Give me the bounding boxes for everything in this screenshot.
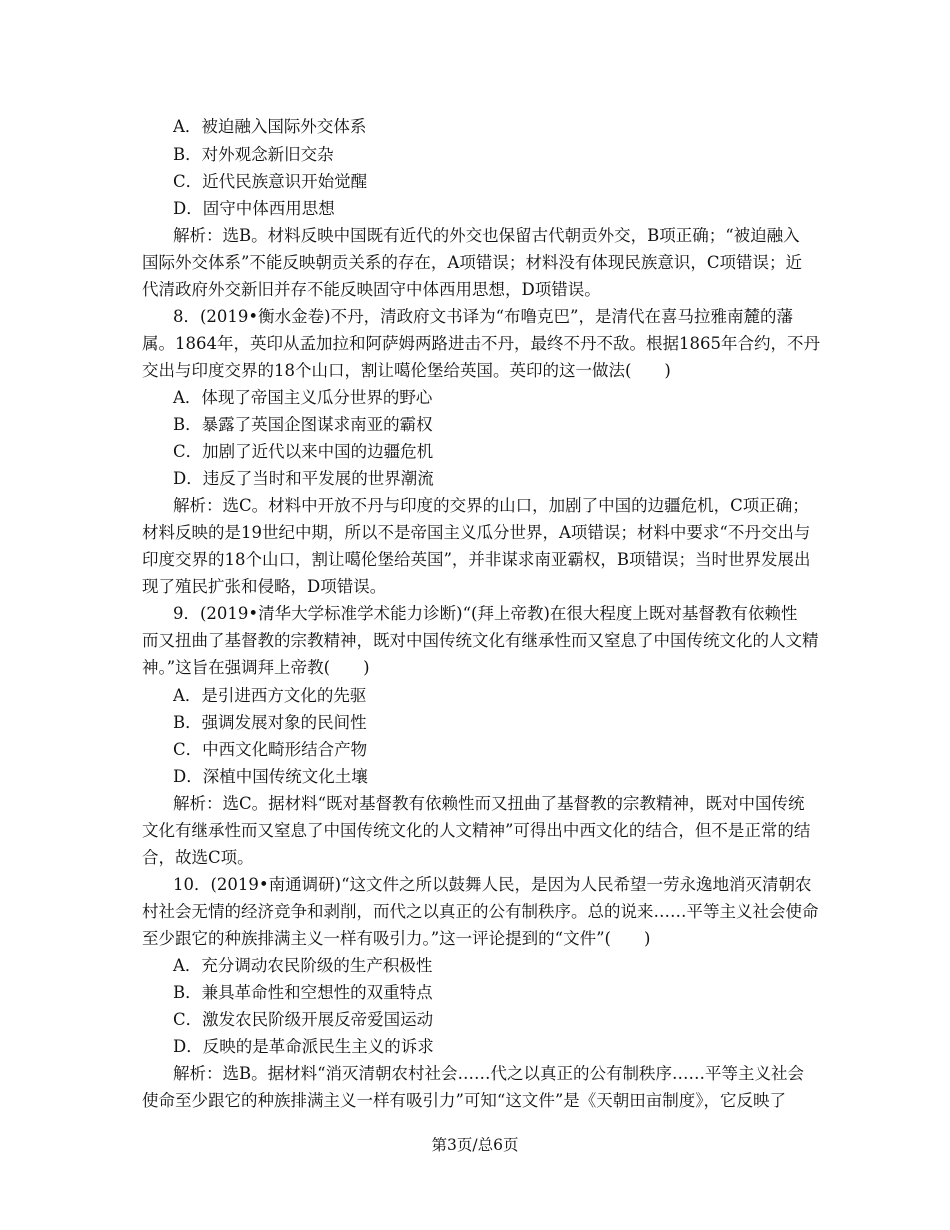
q7-option-c: C．近代民族意识开始觉醒 [173, 172, 368, 191]
q8-stem-line: 8．(2019•衡水金卷)不丹，清政府文书译为“布噜克巴”，是清代在喜马拉雅南麓的藩 [173, 307, 793, 326]
q10-option-d: D．反映的是革命派民生主义的诉求 [173, 1037, 434, 1056]
q9-option-a: A．是引进西方文化的先驱 [173, 686, 367, 705]
q8-analysis-line: 解析：选C。材料中开放不丹与印度的交界的山口，加剧了中国的边疆危机，C项正确； [173, 496, 809, 515]
q9-option-d: D．深植中国传统文化土壤 [173, 767, 368, 786]
q9-analysis-line: 文化有继承性而又窒息了中国传统文化的人文精神”可得出中西文化的结合，但不是正常的结 [142, 821, 811, 840]
q8-analysis-line: 材料反映的是19世纪中期，所以不是帝国主义瓜分世界，A项错误；材料中要求“不丹交出与 [142, 523, 811, 542]
q8-option-c: C．加剧了近代以来中国的边疆危机 [173, 442, 434, 461]
q8-option-a: A．体现了帝国主义瓜分世界的野心 [173, 388, 433, 407]
q10-option-a: A．充分调动农民阶级的生产积极性 [173, 956, 433, 975]
q9-stem-line: 9．(2019•清华大学标准学术能力诊断)“(拜上帝教)在很大程度上既对基督教有依赖性 [173, 604, 798, 623]
q7-option-a: A．被迫融入国际外交体系 [173, 117, 367, 136]
q7-option-d: D．固守中体西用思想 [173, 199, 335, 218]
q9-stem-line: 神。”这旨在强调拜上帝教( ) [142, 658, 370, 677]
q9-analysis-line: 解析：选C。据材料“既对基督教有依赖性而又扭曲了基督教的宗教精神，既对中国传统 [173, 794, 805, 813]
q10-stem-line: 村社会无情的经济竞争和剥削，而代之以真正的公有制秩序。总的说来……平等主义社会使命 [142, 902, 819, 921]
q8-option-d: D．违反了当时和平发展的世界潮流 [173, 469, 434, 488]
q8-stem-line: 属。1864年，英印从孟加拉和阿萨姆两路进击不丹，最终不丹不敌。根据1865年合约，不丹 [142, 334, 820, 353]
q9-option-c: C．中西文化畸形结合产物 [173, 740, 368, 759]
q9-option-b: B．强调发展对象的民间性 [173, 713, 367, 732]
q8-stem-line: 交出与印度交界的18个山口，割让噶伦堡给英国。英印的这一做法( ) [142, 361, 671, 380]
q10-option-b: B．兼具革命性和空想性的双重特点 [173, 983, 433, 1002]
q10-analysis-line: 解析：选B。据材料“消灭清朝农村社会……代之以真正的公有制秩序……平等主义社会 [173, 1064, 805, 1083]
q7-option-b: B．对外观念新旧交杂 [173, 145, 334, 164]
q9-analysis-line: 合，故选C项。 [142, 848, 254, 867]
q8-analysis-line: 现了殖民扩张和侵略，D项错误。 [142, 577, 387, 596]
q7-analysis-line: 代清政府外交新旧并存不能反映固守中体西用思想，D项错误。 [142, 280, 601, 299]
q10-stem-line: 10．(2019•南通调研)“这文件之所以鼓舞人民，是因为人民希望一劳永逸地消灭清朝农 [173, 875, 812, 894]
q9-stem-line: 而又扭曲了基督教的宗教精神，既对中国传统文化有继承性而又窒息了中国传统文化的人文精 [142, 631, 819, 650]
q10-stem-line: 至少跟它的种族排满主义一样有吸引力。”这一评论提到的“文件”( ) [142, 929, 651, 948]
page-footer-number: 第3页/总6页 [431, 1136, 519, 1154]
q8-analysis-line: 印度交界的18个山口，割让噶伦堡给英国”，并非谋求南亚霸权，B项错误；当时世界发展出 [142, 550, 811, 569]
q10-analysis-line: 使命至少跟它的种族排满主义一样有吸引力”可知“这文件”是《天朝田亩制度》，它反映了 [142, 1091, 787, 1110]
q7-analysis-line: 解析：选B。材料反映中国既有近代的外交也保留古代朝贡外交，B项正确；“被迫融入 [173, 226, 800, 245]
q7-analysis-line: 国际外交体系”不能反映朝贡关系的存在，A项错误；材料没有体现民族意识，C项错误；近 [142, 253, 802, 272]
q10-option-c: C．激发农民阶级开展反帝爱国运动 [173, 1010, 434, 1029]
q8-option-b: B．暴露了英国企图谋求南亚的霸权 [173, 415, 433, 434]
